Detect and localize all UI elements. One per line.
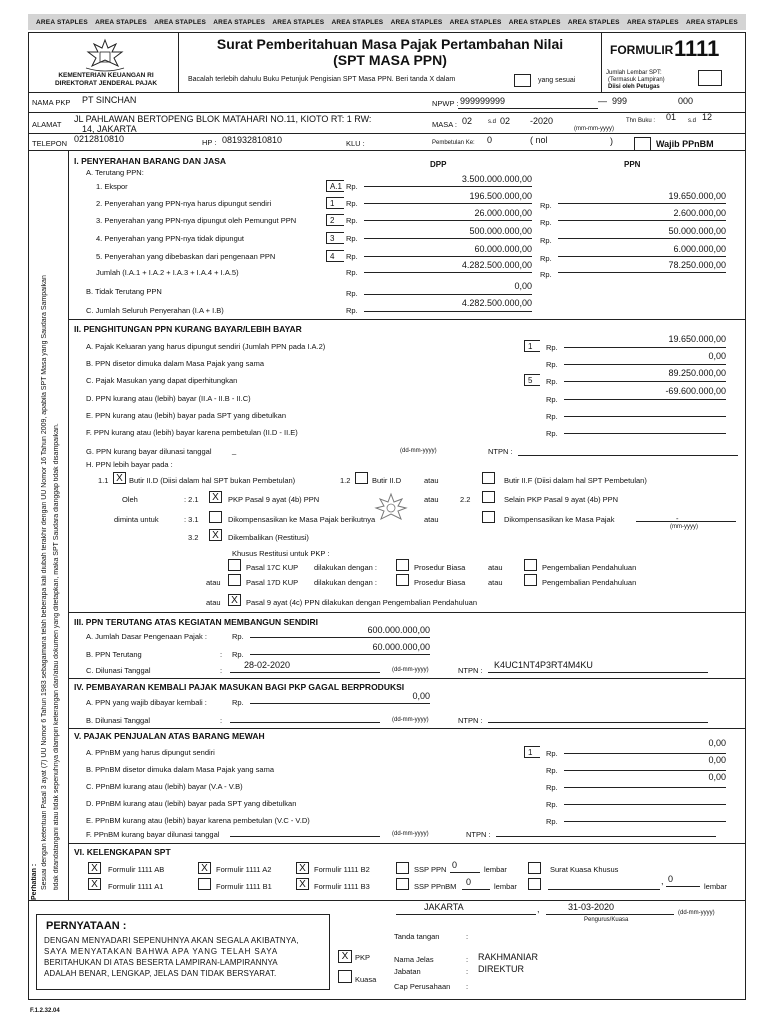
- section1-row-code: 3: [326, 232, 344, 244]
- lembar-text: lembar: [704, 882, 727, 891]
- h22-text: Selain PKP Pasal 9 ayat (4b) PPN: [504, 495, 619, 504]
- colon: :: [466, 967, 469, 976]
- npwp-dash: —: [598, 96, 607, 106]
- colon: :: [466, 955, 469, 964]
- sign-date[interactable]: 31-03-2020: [568, 902, 615, 912]
- f1111ab-checkbox[interactable]: X: [88, 862, 101, 874]
- prosedur-text: Prosedur Biasa: [414, 563, 466, 572]
- ntpn-label: NTPN :: [488, 447, 513, 456]
- lampiran-count-box[interactable]: [698, 70, 722, 86]
- rp-label: Rp.: [346, 199, 358, 208]
- instruction-text: Bacalah terlebih dahulu Buku Petunjuk Pengisian SPT Masa PPN. Beri tanda X dalam: [188, 76, 456, 83]
- footer-code: F.1.2.32.04: [30, 1008, 60, 1014]
- pengembalian-text: Pengembalian Pendahuluan: [542, 578, 637, 587]
- rp-label: Rp.: [346, 306, 358, 315]
- date-format: (dd-mm-yyyy): [392, 667, 429, 673]
- pkp-checkbox[interactable]: X: [338, 950, 352, 963]
- staples-label: AREA STAPLES: [508, 18, 561, 26]
- section5-row-value[interactable]: 0,00: [708, 755, 726, 765]
- ppn-header: PPN: [624, 160, 641, 169]
- f1111b2-checkbox[interactable]: X: [296, 862, 309, 874]
- section2-row-label: D. PPN kurang atau (lebih) bayar (II.A - II.B - II.C): [86, 394, 251, 403]
- formulir-label: FORMULIR: [610, 43, 674, 57]
- instruction-end: yang sesuai: [538, 77, 576, 84]
- dpp-underline: [364, 203, 532, 204]
- masa-label: MASA :: [432, 120, 458, 129]
- surat-kuasa-text: Surat Kuasa Khusus: [550, 865, 619, 874]
- h12-checkbox[interactable]: [355, 472, 368, 484]
- thn-buku-to[interactable]: 12: [702, 112, 713, 122]
- masa-sd: s.d: [488, 119, 497, 125]
- staples-label: AREA STAPLES: [567, 18, 620, 26]
- p17d-text: Pasal 17D KUP: [246, 578, 299, 587]
- f1111a1-checkbox[interactable]: X: [88, 878, 101, 890]
- value-underline: [564, 804, 726, 805]
- section1-row-code: 1: [326, 197, 344, 209]
- section2-row-label: C. Pajak Masukan yang dapat diperhitungkan: [86, 376, 238, 385]
- ministry-name: KEMENTERIAN KEUANGAN RI: [58, 72, 154, 79]
- section5-row-label: A. PPnBM yang harus dipungut sendiri: [86, 748, 215, 757]
- surat-kuasa-checkbox[interactable]: [528, 862, 541, 874]
- staples-label: AREA STAPLES: [331, 18, 384, 26]
- section1-row-dpp[interactable]: 26.000.000,00: [474, 208, 532, 218]
- ppn-underline: [558, 256, 726, 257]
- p17c-pengembalian-checkbox[interactable]: [524, 559, 537, 571]
- f1111a1-text: Formulir 1111 A1: [108, 882, 164, 891]
- rp-label: Rp.: [546, 429, 558, 438]
- staples-label: AREA STAPLES: [390, 18, 443, 26]
- dpp-header: DPP: [430, 160, 447, 169]
- h32-checkbox[interactable]: X: [209, 529, 222, 541]
- section3-a-label: A. Jumlah Dasar Pengenaan Pajak :: [86, 632, 207, 641]
- value-underline: [564, 770, 726, 771]
- section5-row-label: C. PPnBM kurang atau (lebih) bayar (V.A - V.B): [86, 782, 243, 791]
- statement-text: SAYA MENYATAKAN BAHWA APA YANG TELAH SAYA: [44, 947, 279, 956]
- section1-b-value[interactable]: 0,00: [514, 281, 532, 291]
- h11-text: Butir II.D (Diisi dalam hal SPT bukan Pembetulan): [129, 476, 296, 485]
- nama-pkp-label: NAMA PKP: [32, 98, 71, 107]
- pembetulan-close: ): [610, 136, 613, 146]
- section2-g-dash: _: [232, 446, 237, 455]
- ppn-underline: [558, 272, 726, 273]
- section2-row-value[interactable]: 0,00: [708, 351, 726, 361]
- section4-b-label: B. Dilunasi Tanggal: [86, 716, 151, 725]
- h21-checkbox[interactable]: X: [209, 491, 222, 503]
- h21-text: PKP Pasal 9 ayat (4b) PPN: [228, 495, 320, 504]
- oleh-label: Oleh: [122, 495, 138, 504]
- atau-label: atau: [488, 563, 503, 572]
- section3-c-label: C. Dilunasi Tanggal: [86, 666, 151, 675]
- h31b-dash: -: [676, 514, 679, 523]
- ppn-underline: [558, 203, 726, 204]
- rp-label: Rp.: [546, 377, 558, 386]
- pembetulan-value[interactable]: 0: [487, 135, 493, 145]
- rp-label: Rp.: [546, 800, 558, 809]
- f1111b2-text: Formulir 1111 B2: [314, 865, 370, 874]
- section1-row-code: 2: [326, 214, 344, 226]
- masa-to[interactable]: 02: [500, 116, 511, 126]
- dpp-underline: [364, 220, 532, 221]
- thn-buku-sd: s.d: [688, 118, 697, 124]
- atau-label: atau: [424, 476, 439, 485]
- f1111b3-text: Formulir 1111 B3: [314, 882, 370, 891]
- value-underline: [564, 821, 726, 822]
- section1-row-code: 4: [326, 250, 344, 262]
- hp-label: HP :: [202, 138, 217, 147]
- ntpn-label: NTPN :: [466, 830, 491, 839]
- jabatan-label: Jabatan: [394, 967, 421, 976]
- staples-label: AREA STAPLES: [95, 18, 147, 26]
- atau-label: atau: [424, 495, 439, 504]
- section2-g-label: G. PPN kurang bayar dilunasi tanggal: [86, 447, 212, 456]
- f1111b3-checkbox[interactable]: X: [296, 878, 309, 890]
- section3-a-value[interactable]: 600.000.000,00: [367, 625, 430, 635]
- directorate-name: DIREKTORAT JENDERAL PAJAK: [54, 80, 158, 87]
- h31b-checkbox[interactable]: [482, 511, 495, 523]
- telepon-label: TELEPON: [32, 139, 68, 148]
- colon: :: [466, 982, 469, 991]
- nama-pkp-value[interactable]: PT SINCHAN: [82, 95, 137, 105]
- wajib-ppnbm-label: Wajib PPnBM: [656, 139, 714, 149]
- section5-row-label: E. PPnBM kurang atau (lebih) bayar karena pembetulan (V.C - V.D): [86, 816, 310, 825]
- ssp-ppnbm-checkbox[interactable]: [396, 878, 409, 890]
- colon: :: [466, 932, 469, 941]
- section2-row-value[interactable]: 89.250.000,00: [668, 368, 726, 378]
- h21-number: : 2.1: [184, 495, 199, 504]
- section1-row-ppn[interactable]: 19.650.000,00: [668, 191, 726, 201]
- value-underline: [564, 381, 726, 382]
- p17d-checkbox[interactable]: [228, 574, 241, 586]
- rp-label: Rp.: [540, 218, 552, 227]
- section1-row-dpp[interactable]: 3.500.000.000,00: [461, 174, 532, 184]
- p17d-prosedur-checkbox[interactable]: [396, 574, 409, 586]
- rp-label: Rp.: [546, 360, 558, 369]
- diminta-label: diminta untuk: [114, 515, 159, 524]
- section5-row-value[interactable]: 0,00: [708, 772, 726, 782]
- staples-label: AREA STAPLES: [36, 18, 88, 26]
- statement-text: DENGAN MENYADARI SEPENUHNYA AKAN SEGALA AKIBATNYA,: [44, 936, 299, 945]
- section1-row-label: 5. Penyerahan yang dibebaskan dari pengenaan PPN: [96, 252, 276, 261]
- watermark-emblem-icon: [368, 490, 414, 526]
- form-title: Surat Pemberitahuan Masa Pajak Pertambahan Nilai: [216, 36, 564, 52]
- section2-row-code: 5: [524, 374, 540, 386]
- h22-number: 2.2: [460, 495, 471, 504]
- side-perhatian: Perhatian :: [31, 863, 38, 900]
- rp-label: Rp.: [546, 395, 558, 404]
- rp-label: Rp.: [346, 182, 358, 191]
- section1-row-ppn[interactable]: 78.250.000,00: [668, 260, 726, 270]
- side-notice-line2: tidak ditandatangani atau tidak sepenuhnya dilampiri keterangan dan/atau dokumen yang ditetapkan, maka SPT Saudara dianggap tidak disampaikan.: [53, 423, 60, 890]
- f1111b1-text: Formulir 1111 B1: [216, 882, 272, 891]
- sign-place[interactable]: JAKARTA: [424, 902, 464, 912]
- p17c-checkbox[interactable]: [228, 559, 241, 571]
- cap-label: Cap Perusahaan: [394, 982, 451, 991]
- h11-number: 1.1: [98, 476, 109, 485]
- section1-row-label: 1. Ekspor: [96, 182, 128, 191]
- section1-row-code: A.1: [326, 180, 344, 192]
- masa-from[interactable]: 02: [462, 116, 473, 126]
- rp-label: Rp.: [546, 412, 558, 421]
- thn-buku-from[interactable]: 01: [666, 112, 677, 122]
- section1-row-label: Jumlah (I.A.1 + I.A.2 + I.A.3 + I.A.4 + I.A.5): [96, 268, 239, 277]
- npwp-label: NPWP :: [432, 99, 459, 108]
- mm-format: (mm-yyyy): [670, 524, 698, 530]
- colon: :: [220, 650, 223, 659]
- section2-row-label: F. PPN kurang atau (lebih) bayar karena pembetulan (II.D - II.E): [86, 428, 298, 437]
- nama-jelas-label: Nama Jelas: [394, 955, 434, 964]
- masa-year[interactable]: -2020: [530, 116, 554, 126]
- rp-label: Rp.: [346, 252, 358, 261]
- section2-row-code: 1: [524, 340, 540, 352]
- f1111a2-text: Formulir 1111 A2: [216, 865, 272, 874]
- section6-title: VI. KELENGKAPAN SPT: [74, 847, 171, 857]
- pembetulan-words: ( nol: [530, 135, 548, 145]
- statement-text: ADALAH BENAR, LENGKAP, JELAS DAN TIDAK BERSYARAT.: [44, 969, 277, 978]
- section1-title: I. PENYERAHAN BARANG DAN JASA: [74, 156, 227, 166]
- staples-label: AREA STAPLES: [686, 18, 738, 26]
- lain-checkbox[interactable]: [528, 878, 541, 890]
- value-underline: [564, 364, 726, 365]
- value-underline: [564, 347, 726, 348]
- rp-label: Rp.: [540, 201, 552, 210]
- formulir-number: 1111: [674, 36, 720, 61]
- nama-jelas-value[interactable]: RAKHMANIAR: [478, 952, 539, 962]
- lampiran-note: (Termasuk Lampiran): [608, 77, 665, 83]
- rp-label: Rp.: [546, 817, 558, 826]
- p17c-prosedur-checkbox[interactable]: [396, 559, 409, 571]
- lain-value[interactable]: 0: [668, 874, 674, 884]
- p17d-pengembalian-checkbox[interactable]: [524, 574, 537, 586]
- section2-row-label: A. Pajak Keluaran yang harus dipungut sendiri (Jumlah PPN pada I.A.2): [86, 342, 326, 351]
- section1-a-label: A. Terutang PPN:: [86, 168, 144, 177]
- section3-b-value[interactable]: 60.000.000,00: [372, 642, 430, 652]
- jabatan-value[interactable]: DIREKTUR: [478, 964, 525, 974]
- section2-row-value[interactable]: -69.600.000,00: [665, 386, 726, 396]
- sign-date-format: (dd-mm-yyyy): [678, 910, 715, 916]
- rp-label: Rp.: [232, 698, 244, 707]
- pkp-label: PKP: [355, 953, 371, 962]
- form-subtitle: (SPT MASA PPN): [333, 52, 447, 68]
- section1-row-ppn[interactable]: 6.000.000,00: [673, 244, 726, 254]
- alamat-line1[interactable]: JL PAHLAWAN BERTOPENG BLOK MATAHARI NO.11, KIOTO RT: 1 RW:: [74, 114, 372, 124]
- section1-row-ppn[interactable]: 2.600.000,00: [673, 208, 726, 218]
- section5-row-label: B. PPnBM disetor dimuka dalam Masa Pajak yang sama: [86, 765, 275, 774]
- section1-row-dpp[interactable]: 4.282.500.000,00: [461, 260, 532, 270]
- f1111ab-text: Formulir 1111 AB: [108, 865, 165, 874]
- section5-f-label: F. PPnBM kurang bayar dilunasi tanggal: [86, 830, 220, 839]
- rp-label: Rp.: [232, 650, 244, 659]
- petugas-note: Diisi oleh Petugas: [608, 84, 660, 90]
- ssp-ppn-value[interactable]: 0: [452, 860, 458, 870]
- instruction-checkbox-sample: [514, 74, 531, 87]
- staples-label: AREA STAPLES: [449, 18, 502, 26]
- staples-label: AREA STAPLES: [154, 18, 207, 26]
- staples-label: AREA STAPLES: [626, 18, 679, 26]
- h12f-text: Butir II.F (Diisi dalam hal SPT Pembetulan): [504, 476, 647, 485]
- ntpn-label: NTPN :: [458, 666, 483, 675]
- alamat-line2[interactable]: 14, JAKARTA: [82, 124, 137, 134]
- kuasa-checkbox[interactable]: [338, 970, 352, 983]
- f1111a2-checkbox[interactable]: X: [198, 862, 211, 874]
- h31b-text: Dikompensasikan ke Masa Pajak: [504, 515, 615, 524]
- section4-a-label: A. PPN yang wajib dibayar kembali :: [86, 698, 207, 707]
- rp-label: Rp.: [346, 216, 358, 225]
- h31-number: : 3.1: [184, 515, 199, 524]
- pengembalian-text: Pengembalian Pendahuluan: [542, 563, 637, 572]
- h12f-checkbox[interactable]: [482, 472, 495, 484]
- atau-label: atau: [488, 578, 503, 587]
- rp-label: Rp.: [540, 236, 552, 245]
- p9-checkbox[interactable]: X: [228, 594, 241, 606]
- lain-comma: ,: [661, 876, 664, 886]
- rp-label: Rp.: [232, 632, 244, 641]
- section1-row-dpp[interactable]: 60.000.000,00: [474, 244, 532, 254]
- section1-c-value[interactable]: 4.282.500.000,00: [461, 298, 532, 308]
- atau-label: atau: [206, 578, 221, 587]
- section3-c-date[interactable]: 28-02-2020: [244, 660, 291, 670]
- atau-label: atau: [206, 598, 221, 607]
- rp-label: Rp.: [346, 289, 358, 298]
- telepon-value[interactable]: 0212810810: [74, 134, 125, 144]
- npwp-value[interactable]: 999999999: [460, 96, 506, 106]
- section2-row-value[interactable]: 19.650.000,00: [668, 334, 726, 344]
- section2-row-label: E. PPN kurang atau (lebih) bayar pada SPT yang dibetulkan: [86, 411, 286, 420]
- rp-label: Rp.: [540, 254, 552, 263]
- rp-label: Rp.: [546, 749, 558, 758]
- lampiran-note: Jumlah Lembar SPT:: [606, 70, 662, 76]
- ntpn-label: NTPN :: [458, 716, 483, 725]
- date-format: (dd-mm-yyyy): [392, 831, 429, 837]
- value-underline: [564, 787, 726, 788]
- h12-number: 1.2: [340, 476, 351, 485]
- colon: :: [220, 666, 223, 675]
- rp-label: Rp.: [540, 270, 552, 279]
- ppn-underline: [558, 220, 726, 221]
- section1-row-ppn[interactable]: 50.000.000,00: [668, 226, 726, 236]
- pembetulan-label: Pembetulan Ke:: [432, 140, 475, 146]
- value-underline: [564, 416, 726, 417]
- dpp-underline: [364, 238, 532, 239]
- dpp-underline: [364, 186, 532, 187]
- dilakukan-text: dilakukan dengan :: [314, 578, 377, 587]
- staples-label: AREA STAPLES: [213, 18, 266, 26]
- statement-text: BERITAHUKAN DI ATAS BESERTA LAMPIRAN-LAMPIRANNYA: [44, 958, 278, 967]
- hp-value[interactable]: 081932810810: [222, 135, 283, 145]
- npwp-value-2[interactable]: 999: [612, 96, 628, 106]
- h31-text: Dikompensasikan ke Masa Pajak berikutnya: [228, 515, 376, 524]
- rp-label: Rp.: [546, 783, 558, 792]
- kuasa-label: Kuasa: [355, 975, 377, 984]
- value-underline: [564, 433, 726, 434]
- statement-title: PERNYATAAN :: [46, 920, 127, 932]
- section5-row-value[interactable]: 0,00: [708, 738, 726, 748]
- section3-ntpn[interactable]: K4UC1NT4P3RT4M4KU: [494, 660, 593, 670]
- atau-label: atau: [424, 515, 439, 524]
- p9-text: Pasal 9 ayat (4c) PPN dilakukan dengan Pengembalian Pendahuluan: [246, 598, 477, 607]
- h11-checkbox[interactable]: X: [113, 472, 126, 484]
- garuda-emblem-icon: [78, 38, 132, 72]
- section2-h-label: H. PPN lebih bayar pada :: [86, 460, 173, 469]
- ttd-label: Tanda tangan: [394, 932, 440, 941]
- rp-label: Rp.: [546, 766, 558, 775]
- section1-row-label: 4. Penyerahan yang PPN-nya tidak dipungut: [96, 234, 245, 243]
- klu-label: KLU :: [346, 139, 365, 148]
- section2-row-label: B. PPN disetor dimuka dalam Masa Pajak yang sama: [86, 359, 264, 368]
- h32-number: 3.2: [188, 533, 199, 542]
- section4-title: IV. PEMBAYARAN KEMBALI PAJAK MASUKAN BAGI PKP GAGAL BERPRODUKSI: [74, 682, 405, 692]
- rp-label: Rp.: [346, 234, 358, 243]
- section5-row-code: 1: [524, 746, 540, 758]
- section1-c-label: C. Jumlah Seluruh Penyerahan (I.A + I.B): [86, 306, 224, 315]
- alamat-label: ALAMAT: [32, 120, 62, 129]
- masa-format: (mm-mm-yyyy): [574, 126, 614, 132]
- ppn-underline: [558, 238, 726, 239]
- section1-row-dpp[interactable]: 196.500.000,00: [469, 191, 532, 201]
- h22-checkbox[interactable]: [482, 491, 495, 503]
- staples-area: [28, 14, 746, 30]
- sign-comma: ,: [537, 904, 540, 914]
- p17c-text: Pasal 17C KUP: [246, 563, 299, 572]
- date-format: (dd-mm-yyyy): [400, 448, 437, 454]
- value-underline: [564, 399, 726, 400]
- dpp-underline: [364, 272, 532, 273]
- section1-row-label: 3. Penyerahan yang PPN-nya dipungut oleh Pemungut PPN: [96, 216, 297, 225]
- staples-label: AREA STAPLES: [272, 18, 325, 26]
- ssp-ppn-checkbox[interactable]: [396, 862, 409, 874]
- section4-a-value[interactable]: 0,00: [412, 691, 430, 701]
- rp-label: Rp.: [546, 343, 558, 352]
- ssp-ppn-text: SSP PPN: [414, 865, 447, 874]
- f1111b1-checkbox[interactable]: [198, 878, 211, 890]
- lembar-text: lembar: [484, 865, 507, 874]
- ssp-ppnbm-text: SSP PPnBM: [414, 882, 457, 891]
- prosedur-text: Prosedur Biasa: [414, 578, 466, 587]
- h31-checkbox[interactable]: [209, 511, 222, 523]
- rp-label: Rp.: [346, 268, 358, 277]
- pengurus-label: Pengurus/Kuasa: [584, 917, 629, 923]
- thn-buku-label: Thn Buku :: [626, 118, 656, 124]
- dilakukan-text: dilakukan dengan :: [314, 563, 377, 572]
- dpp-underline: [364, 256, 532, 257]
- section3-b-label: B. PPN Terutang: [86, 650, 142, 659]
- section1-row-dpp[interactable]: 500.000.000,00: [469, 226, 532, 236]
- wajib-ppnbm-checkbox[interactable]: [634, 137, 651, 151]
- date-format: (dd-mm-yyyy): [392, 717, 429, 723]
- value-underline: [564, 753, 726, 754]
- lembar-text: lembar: [494, 882, 517, 891]
- ssp-ppnbm-value[interactable]: 0: [466, 877, 472, 887]
- side-notice-line1: Sesuai dengan ketentuan Pasal 3 ayat (7) UU Nomor 6 Tahun 1983 sebagaimana telah beberapa kali diubah terakhir dengan UU Nomor 16 Tahun 2009, apabila SPT Masa yang Saudara Sampaikan: [41, 275, 48, 890]
- section3-title: III. PPN TERUTANG ATAS KEGIATAN MEMBANGUN SENDIRI: [74, 617, 318, 627]
- khusus-restitusi: Khusus Restitusi untuk PKP :: [232, 549, 330, 558]
- section5-row-label: D. PPnBM kurang atau (lebih) bayar pada SPT yang dibetulkan: [86, 799, 297, 808]
- h32-text: Dikembalikan (Restitusi): [228, 533, 309, 542]
- npwp-value-3[interactable]: 000: [678, 96, 694, 106]
- section1-row-label: 2. Penyerahan yang PPN-nya harus dipungut sendiri: [96, 199, 272, 208]
- h12-text: Butir II.D: [372, 476, 402, 485]
- section5-title: V. PAJAK PENJUALAN ATAS BARANG MEWAH: [74, 731, 265, 741]
- colon: :: [220, 716, 223, 725]
- section2-title: II. PENGHITUNGAN PPN KURANG BAYAR/LEBIH BAYAR: [74, 324, 302, 334]
- section1-b-label: B. Tidak Terutang PPN: [86, 287, 162, 296]
